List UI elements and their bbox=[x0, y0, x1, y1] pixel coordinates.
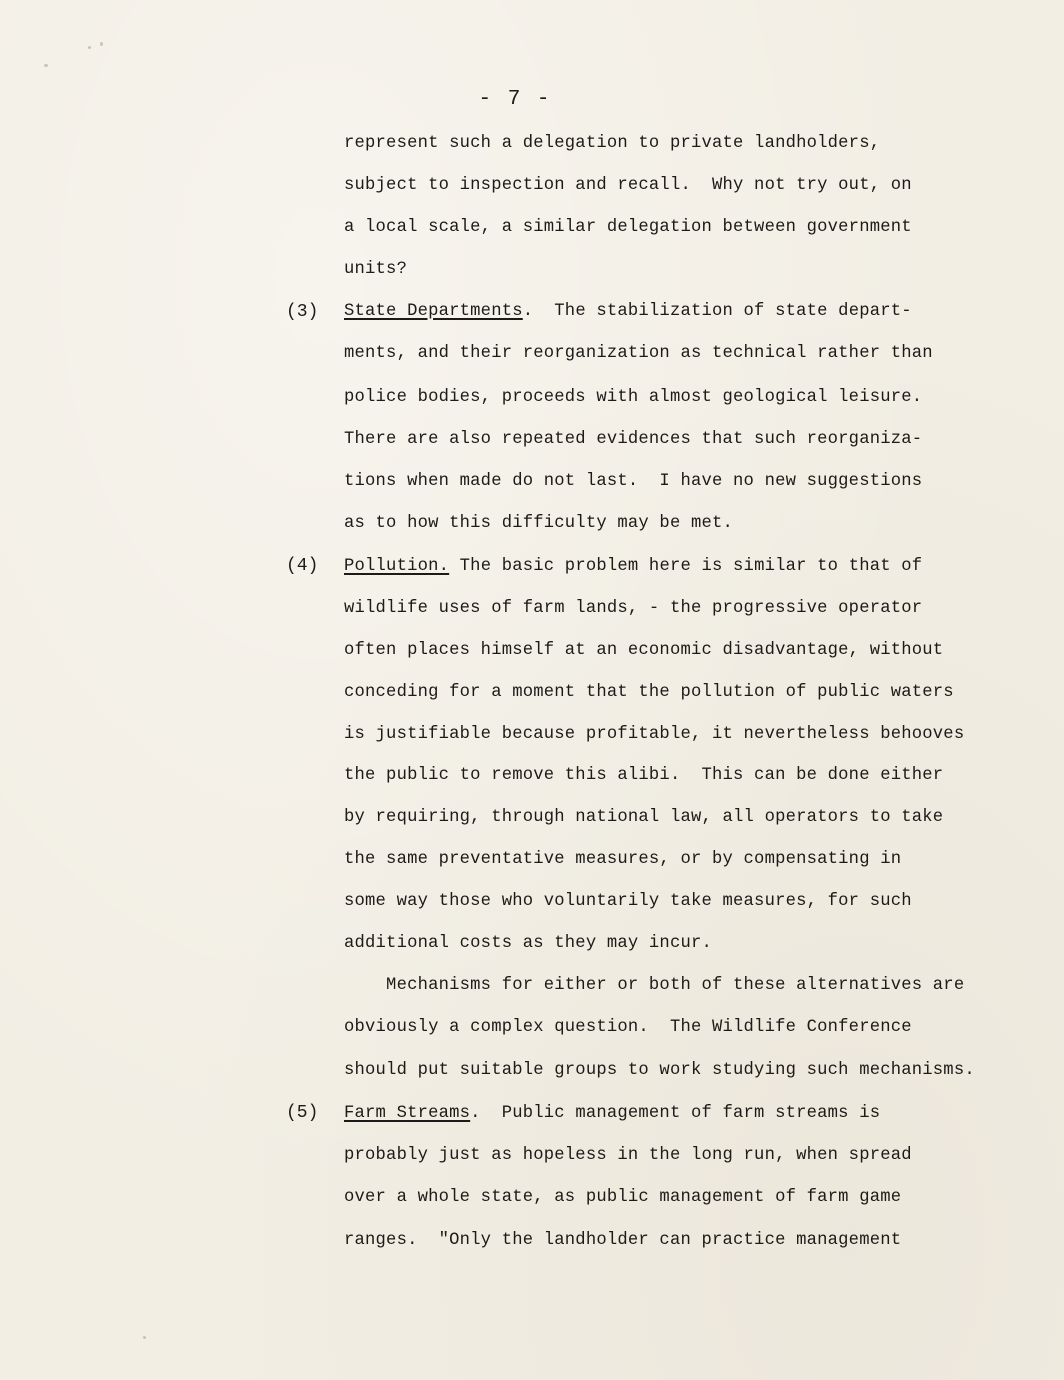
text-line: some way those who voluntarily take measures, for such bbox=[344, 892, 912, 911]
text-line: represent such a delegation to private landholders, bbox=[344, 134, 881, 153]
text-line: obviously a complex question. The Wildlife Conference bbox=[344, 1018, 912, 1037]
paper-mark bbox=[88, 46, 91, 49]
item-number: (3) bbox=[286, 302, 319, 322]
paper-mark bbox=[44, 64, 48, 67]
text-fragment: . The stabilization of state depart- bbox=[522, 302, 912, 321]
text-line: There are also repeated evidences that such reorganiza- bbox=[344, 430, 923, 449]
text-line: units? bbox=[344, 260, 408, 279]
text-line: ments, and their reorganization as technical rather than bbox=[344, 344, 933, 363]
section-heading: Pollution. bbox=[344, 557, 450, 576]
text-line: as to how this difficulty may be met. bbox=[344, 514, 734, 533]
page-number: - 7 - bbox=[478, 88, 552, 111]
section-heading: Farm Streams bbox=[344, 1104, 471, 1123]
item-number: (4) bbox=[286, 556, 319, 576]
section-heading: State Departments bbox=[344, 302, 523, 321]
text-line: is justifiable because profitable, it nevertheless behooves bbox=[344, 725, 965, 744]
text-fragment: . Public management of farm streams is bbox=[470, 1104, 881, 1123]
text-line: should put suitable groups to work studying such mechanisms. bbox=[344, 1061, 975, 1080]
text-line: a local scale, a similar delegation between government bbox=[344, 218, 912, 237]
text-line: Mechanisms for either or both of these alternatives are bbox=[344, 976, 965, 995]
text-line: the public to remove this alibi. This can be done either bbox=[344, 766, 944, 785]
text-line: ranges. "Only the landholder can practice management bbox=[344, 1231, 902, 1250]
text-line: often places himself at an economic disadvantage, without bbox=[344, 641, 944, 660]
text-line: wildlife uses of farm lands, - the progressive operator bbox=[344, 599, 923, 618]
text-line: tions when made do not last. I have no new suggestions bbox=[344, 472, 923, 491]
text-line: additional costs as they may incur. bbox=[344, 934, 712, 953]
text-line: by requiring, through national law, all operators to take bbox=[344, 808, 944, 827]
item-lead-line bbox=[344, 556, 922, 578]
text-line: the same preventative measures, or by compensating in bbox=[344, 850, 902, 869]
text-line: over a whole state, as public management of farm game bbox=[344, 1188, 902, 1207]
item-lead-line bbox=[344, 301, 912, 323]
text-line: conceding for a moment that the pollution of public waters bbox=[344, 683, 954, 702]
text-fragment: The basic problem here is similar to that of bbox=[449, 557, 923, 576]
item-number: (5) bbox=[286, 1103, 319, 1123]
text-line: police bodies, proceeds with almost geological leisure. bbox=[344, 388, 923, 407]
text-line: probably just as hopeless in the long run, when spread bbox=[344, 1146, 912, 1165]
paper-mark bbox=[143, 1336, 146, 1339]
item-lead-line bbox=[344, 1103, 880, 1125]
text-line: subject to inspection and recall. Why not try out, on bbox=[344, 176, 912, 195]
paper-mark bbox=[100, 42, 103, 46]
